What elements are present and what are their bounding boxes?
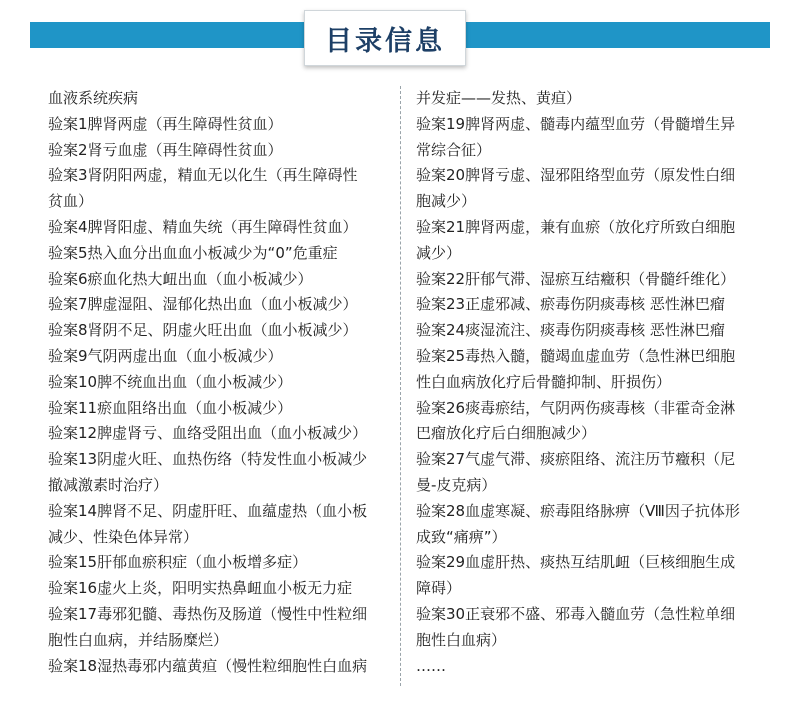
toc-line: 验案11瘀血阻络出血（血小板减少） — [48, 398, 293, 417]
toc-line: 验案9气阴两虚出血（血小板减少） — [48, 346, 283, 365]
toc-line: 验案24痰湿流注、痰毒伤阴痰毒核 恶性淋巴瘤 — [416, 321, 725, 340]
toc-line: …… — [416, 656, 446, 675]
toc-line: 胞减少） — [416, 192, 477, 211]
toc-line: 验案13阴虚火旺、血热伤络（特发性血小板减少 — [48, 450, 368, 469]
toc-line: 验案25毒热入髓，髓竭血虚血劳（急性淋巴细胞 — [416, 346, 736, 365]
toc-line: 验案7脾虚湿阻、湿郁化热出血（血小板减少） — [48, 295, 358, 314]
toc-line: 验案21脾肾两虚，兼有血瘀（放化疗所致白细胞 — [416, 217, 736, 236]
toc-line: 曼-皮克病） — [416, 475, 497, 494]
page-title: 目录信息 — [325, 25, 445, 57]
toc-line: 验案29血虚肝热、痰热互结肌衄（巨核细胞生成 — [416, 553, 736, 572]
toc-line: 胞性白血病） — [416, 630, 507, 649]
toc-line: 巴瘤放化疗后白细胞减少） — [416, 424, 597, 443]
toc-line: 验案5热入血分出血血小板减少为“0”危重症 — [48, 243, 338, 262]
toc-line: 撤减激素时治疗） — [48, 475, 169, 494]
toc-line: 验案23正虚邪减、瘀毒伤阴痰毒核 恶性淋巴瘤 — [416, 295, 725, 314]
toc-line: 验案30正衰邪不盛、邪毒入髓血劳（急性粒单细 — [416, 604, 736, 623]
toc-line: 并发症——发热、黄疸） — [416, 89, 582, 107]
toc-line: 验案28血虚寒凝、瘀毒阻络脉痹（Ⅷ因子抗体形 — [416, 501, 740, 520]
toc-line: 验案6瘀血化热大衄出血（血小板减少） — [48, 269, 313, 288]
toc-line: 胞性白血病，并结肠糜烂） — [48, 630, 229, 649]
toc-line: 验案26痰毒瘀结，气阴两伤痰毒核（非霍奇金淋 — [416, 398, 736, 417]
toc-line: 验案1脾肾两虚（再生障碍性贫血） — [48, 114, 283, 133]
toc-line: 验案3肾阴阳两虚，精血无以化生（再生障碍性 — [48, 166, 358, 185]
toc-line: 常综合征） — [416, 140, 492, 159]
toc-line: 验案19脾肾两虚、髓毒内蕴型血劳（骨髓增生异 — [416, 114, 736, 133]
toc-line: 减少、性染色体异常） — [48, 527, 199, 546]
toc-line: 验案20脾肾亏虚、湿邪阻络型血劳（原发性白细 — [416, 166, 736, 185]
toc-line: 障碍） — [416, 579, 462, 598]
toc-line: 验案15肝郁血瘀积症（血小板增多症） — [48, 553, 308, 572]
toc-line: 验案18湿热毒邪内蕴黄疸（慢性粒细胞性白血病 — [48, 656, 368, 675]
toc-line: 验案10脾不统血出血（血小板减少） — [48, 372, 293, 391]
toc-line: 验案2肾亏血虚（再生障碍性贫血） — [48, 140, 283, 159]
column-divider — [400, 86, 401, 686]
toc-line: 贫血） — [48, 192, 94, 211]
toc-line: 减少） — [416, 243, 462, 262]
toc-line: 验案14脾肾不足、阴虚肝旺、血蕴虚热（血小板 — [48, 501, 368, 520]
toc-line: 验案22肝郁气滞、湿瘀互结癥积（骨髓纤维化） — [416, 269, 736, 288]
toc-line: 验案16虚火上炎，阳明实热鼻衄血小板无力症 — [48, 579, 353, 598]
toc-line: 验案27气虚气滞、痰瘀阻络、流注历节癥积（尼 — [416, 450, 736, 469]
toc-line: 验案8肾阴不足、阴虚火旺出血（血小板减少） — [48, 321, 358, 340]
toc-line: 成致“痛痹”） — [416, 527, 507, 546]
title-box — [304, 10, 466, 66]
toc-line: 验案4脾肾阳虚、精血失统（再生障碍性贫血） — [48, 217, 358, 236]
toc-line: 验案17毒邪犯髓、毒热伤及肠道（慢性中性粒细 — [48, 604, 368, 623]
toc-right-column — [416, 86, 756, 679]
toc-line: 验案12脾虚肾亏、血络受阻出血（血小板减少） — [48, 424, 368, 443]
toc-line: 性白血病放化疗后骨髓抑制、肝损伤） — [416, 372, 672, 391]
toc-line: 血液系统疾病 — [48, 89, 139, 107]
toc-left-column — [48, 86, 388, 679]
